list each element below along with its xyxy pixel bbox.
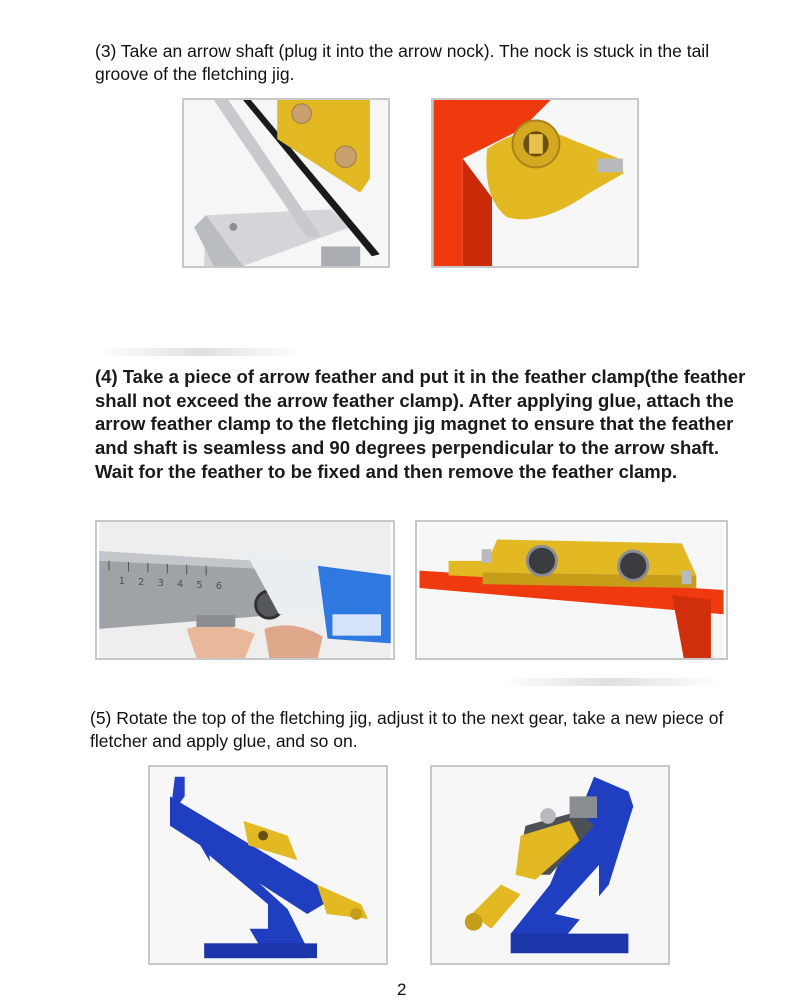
photo-arrow-shaft-in-jig xyxy=(182,98,390,268)
faint-caption-smudge xyxy=(500,678,720,686)
photo-blue-jig-side-view xyxy=(148,765,388,965)
photo-feather-clamp-with-glue xyxy=(95,520,395,660)
ruler-label: 2 xyxy=(138,577,145,589)
step-4-instruction: (4) Take a piece of arrow feather and put it in the feather clamp(the feather shall not exceed the arrow feather clamp). After applying glue, attach the arrow feather clamp to the fletching jig magnet to ensure that the feather and shaft is seamless and 90 degrees perpendicular to the arrow shaft. Wait for the feather to be fixed and then remove the feather clamp. xyxy=(95,366,746,482)
ruler-label: 4 xyxy=(177,579,184,591)
step-3-instruction: (3) Take an arrow shaft (plug it into the arrow nock). The nock is stuck in the tail groove of the fletching jig. xyxy=(95,41,710,85)
photo-nock-in-tail-groove xyxy=(431,98,639,268)
step-5-instruction: (5) Rotate the top of the fletching jig, adjust it to the next gear, take a new piece of fletcher and apply glue, and so on. xyxy=(90,708,724,752)
ruler-label: 5 xyxy=(196,580,203,592)
photo-clamp-on-jig-magnets xyxy=(415,520,728,660)
photo-blue-jig-front-view xyxy=(430,765,670,965)
ruler-label: 1 xyxy=(118,576,125,588)
ruler-label: 6 xyxy=(215,581,223,593)
page-number: 2 xyxy=(397,980,407,999)
ruler-label: 3 xyxy=(157,578,164,590)
faint-caption-smudge xyxy=(100,348,300,356)
